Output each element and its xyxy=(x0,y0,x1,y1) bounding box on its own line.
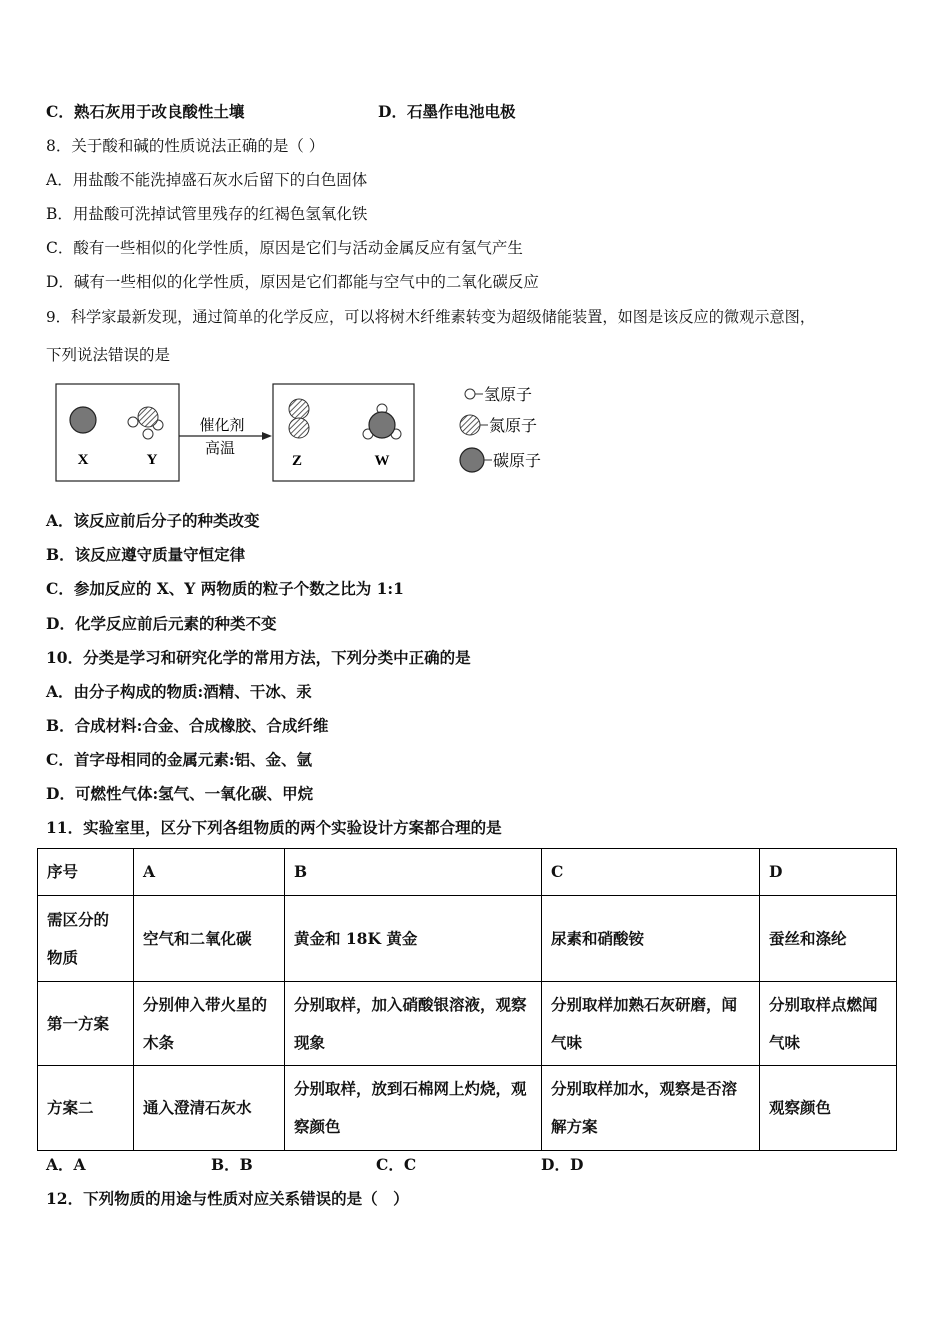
q12-stem: 12．下列物质的用途与性质对应关系错误的是（ ） xyxy=(46,1189,409,1208)
table-cell: 观察颜色 xyxy=(760,1066,897,1151)
table-cell: 黄金和 18K 黄金 xyxy=(285,896,542,982)
arrow-head xyxy=(262,432,272,440)
q7-option-d: D．石墨作电池电极 xyxy=(378,102,516,121)
table-header-cell: A xyxy=(134,849,285,896)
label-y: Y xyxy=(146,452,158,468)
q8-option-d: D．碱有一些相似的化学性质，原因是它们都能与空气中的二氧化碳反应 xyxy=(46,273,539,291)
molecule-w xyxy=(363,404,401,439)
label-w: W xyxy=(374,453,390,469)
table-header-cell: 序号 xyxy=(38,849,134,896)
q11-stem: 11．实验室里，区分下列各组物质的两个实验设计方案都合理的是 xyxy=(46,818,502,837)
table-cell: 空气和二氧化碳 xyxy=(134,896,285,982)
q9-stem-line2: 下列说法错误的是 xyxy=(46,346,171,364)
q11-table xyxy=(37,848,897,1151)
table-header-cell: D xyxy=(760,849,897,896)
q8-option-a: A．用盐酸不能洗掉盛石灰水后留下的白色固体 xyxy=(46,171,368,189)
label-x: X xyxy=(77,452,89,468)
carbon-atom-x xyxy=(70,407,96,433)
table-cell: 通入澄清石灰水 xyxy=(134,1066,285,1151)
table-cell: 分别取样加水，观察是否溶解方案 xyxy=(542,1066,760,1151)
table-cell: 分别伸入带火星的木条 xyxy=(134,982,285,1066)
reactant-box xyxy=(56,384,179,481)
reaction-diagram xyxy=(52,372,572,487)
table-cell: 分别取样，放到石棉网上灼烧，观察颜色 xyxy=(285,1066,542,1151)
q10-option-a: A．由分子构成的物质:酒精、干冰、汞 xyxy=(46,682,312,701)
table-header-cell: B xyxy=(285,849,542,896)
q11-answer-a: A．A xyxy=(46,1155,86,1174)
svg-text:碳原子: 碳原子 xyxy=(493,451,542,470)
table-cell: 需区分的物质 xyxy=(38,896,134,982)
q10-stem: 10．分类是学习和研究化学的常用方法，下列分类中正确的是 xyxy=(46,648,471,667)
q8-stem: 8．关于酸和碱的性质说法正确的是（ ） xyxy=(46,137,325,155)
q9-option-a: A．该反应前后分子的种类改变 xyxy=(46,511,260,530)
table-row xyxy=(38,896,897,982)
label-z: Z xyxy=(291,453,303,469)
table-row xyxy=(38,1066,897,1151)
table-header-row xyxy=(38,849,897,896)
q9-option-c: C．参加反应的 X、Y 两物质的粒子个数之比为 1:1 xyxy=(46,579,404,598)
table-cell: 分别取样加熟石灰研磨，闻气味 xyxy=(542,982,760,1066)
table-cell: 第一方案 xyxy=(38,982,134,1066)
svg-text:氮原子: 氮原子 xyxy=(489,416,538,435)
table-cell: 尿素和硝酸铵 xyxy=(542,896,760,982)
q10-option-b: B．合成材料:合金、合成橡胶、合成纤维 xyxy=(46,716,329,735)
molecule-z xyxy=(289,399,309,438)
table-row xyxy=(38,982,897,1066)
q11-answer-c: C．C xyxy=(376,1155,417,1174)
q9-option-b: B．该反应遵守质量守恒定律 xyxy=(46,545,246,564)
table-cell: 蚕丝和涤纶 xyxy=(760,896,897,982)
arrow-catalyst-label: 催化剂 xyxy=(199,416,245,434)
svg-text:氢原子: 氢原子 xyxy=(484,385,533,404)
q8-option-c: C．酸有一些相似的化学性质，原因是它们与活动金属反应有氢气产生 xyxy=(46,239,523,257)
molecule-y xyxy=(128,407,163,439)
table-cell: 分别取样，加入硝酸银溶液，观察现象 xyxy=(285,982,542,1066)
q9-option-d: D．化学反应前后元素的种类不变 xyxy=(46,614,277,633)
legend-hydrogen xyxy=(465,385,532,404)
arrow-temperature-label: 高温 xyxy=(204,439,236,457)
q8-option-b: B．用盐酸可洗掉试管里残存的红褐色氢氧化铁 xyxy=(46,205,368,223)
q11-answer-d: D．D xyxy=(541,1155,584,1174)
table-header-cell: C xyxy=(542,849,760,896)
table-cell: 方案二 xyxy=(38,1066,134,1151)
table-cell: 分别取样点燃闻气味 xyxy=(760,982,897,1066)
legend-carbon xyxy=(460,448,541,472)
q10-option-c: C．首字母相同的金属元素:铝、金、氩 xyxy=(46,750,313,769)
q11-answer-b: B．B xyxy=(211,1155,253,1174)
legend-nitrogen xyxy=(460,415,537,435)
q9-stem-line1: 9．科学家最新发现，通过简单的化学反应，可以将树木纤维素转变为超级储能装置，如图是该反应的微观示意图， xyxy=(46,308,816,326)
q7-option-c: C．熟石灰用于改良酸性土壤 xyxy=(46,102,245,121)
q10-option-d: D．可燃性气体:氢气、一氧化碳、甲烷 xyxy=(46,784,314,803)
